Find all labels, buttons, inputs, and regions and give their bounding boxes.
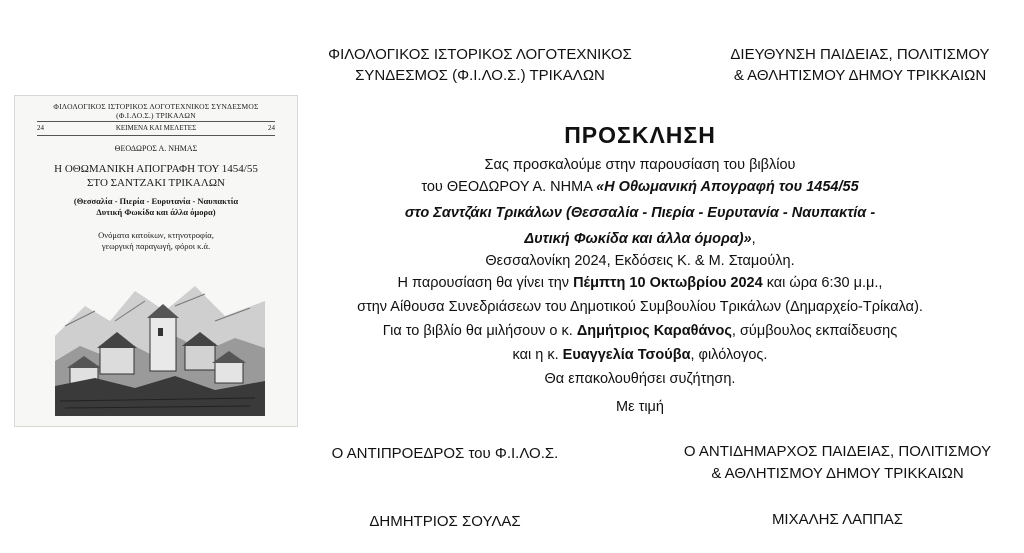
cover-series-name: ΚΕΙΜΕΝΑ ΚΑΙ ΜΕΛΕΤΕΣ bbox=[115, 124, 197, 132]
cover-publisher bbox=[15, 102, 297, 120]
speaker-name: Δημήτριος Καραθάνος bbox=[576, 323, 732, 339]
cover-illustration bbox=[55, 266, 265, 416]
body-text: Η παρουσίαση θα γίνει την bbox=[397, 275, 574, 291]
body-line: Θεσσαλονίκη 2024, Εκδόσεις Κ. & Μ. Σταμούλη. bbox=[485, 253, 795, 269]
organizer-header-left bbox=[305, 44, 655, 86]
body-text: Για το βιβλίο θα μιλήσουν ο κ. bbox=[382, 323, 577, 339]
organizer-header-right bbox=[700, 44, 1020, 86]
cover-subtitle-line: Δυτική Φωκίδα και άλλα όμορα) bbox=[96, 207, 216, 217]
signatory-name-left: ΔΗΜΗΤΡΙΟΣ ΣΟΥΛΑΣ bbox=[369, 513, 521, 530]
body-line: Θα επακολουθήσει συζήτηση. bbox=[544, 371, 736, 387]
book-title-text: «Η Οθωμανική Απογραφή του 1454/55 bbox=[596, 179, 859, 195]
header-line: & ΑΘΛΗΤΙΣΜΟΥ ΔΗΜΟΥ ΤΡΙΚΚΑΙΩΝ bbox=[733, 67, 987, 84]
body-line bbox=[300, 203, 980, 224]
cover-topics bbox=[15, 230, 297, 252]
cover-topics-line: γεωργική παραγωγή, φόροι κ.ά. bbox=[101, 241, 211, 251]
body-text: και η κ. bbox=[512, 347, 563, 363]
invitation-title: ΠΡΟΣΚΛΗΣΗ bbox=[564, 122, 716, 148]
body-line bbox=[300, 321, 980, 342]
book-title-text: Δυτική Φωκίδα και άλλα όμορα)» bbox=[524, 231, 752, 247]
cover-series-number: 24 bbox=[268, 124, 275, 132]
cover-topics-line: Ονόματα κατοίκων, κτηνοτροφία, bbox=[98, 230, 214, 240]
body-line bbox=[300, 345, 980, 366]
header-line: ΔΙΕΥΘΥΝΣΗ ΠΑΙΔΕΙΑΣ, ΠΟΛΙΤΙΣΜΟΥ bbox=[730, 46, 990, 63]
closing-text: Με τιμή bbox=[616, 399, 664, 415]
header-line: ΦΙΛΟΛΟΓΙΚΟΣ ΙΣΤΟΡΙΚΟΣ ΛΟΓΟΤΕΧΝΙΚΟΣ bbox=[328, 46, 632, 63]
cover-series bbox=[37, 124, 275, 132]
body-text: , σύμβουλος εκπαίδευσης bbox=[731, 323, 898, 339]
speaker-name: Ευαγγελία Τσούβα bbox=[562, 347, 691, 363]
body-text: του ΘΕΟΔΩΡΟΥ Α. ΝΗΜΑ bbox=[421, 179, 597, 195]
body-line bbox=[300, 273, 980, 294]
body-text: , bbox=[751, 231, 756, 247]
signatory-role-left: Ο ΑΝΤΙΠΡΟΕΔΡΟΣ του Φ.Ι.ΛΟ.Σ. bbox=[331, 445, 559, 462]
cover-subtitle bbox=[15, 196, 297, 218]
body-text: και ώρα 6:30 μ.μ., bbox=[762, 275, 883, 291]
body-line: στην Αίθουσα Συνεδριάσεων του Δημοτικού Συμβουλίου Τρικάλων (Δημαρχείο-Τρίκαλα). bbox=[357, 299, 923, 315]
header-line: ΣΥΝΔΕΣΜΟΣ (Φ.Ι.ΛΟ.Σ.) ΤΡΙΚΑΛΩΝ bbox=[355, 67, 605, 84]
cover-series-number: 24 bbox=[37, 124, 44, 132]
event-date: Πέμπτη 10 Οκτωβρίου 2024 bbox=[573, 275, 763, 291]
body-line: Σας προσκαλούμε στην παρουσίαση του βιβλίου bbox=[484, 157, 796, 173]
signatory-role-line: Ο ΑΝΤΙΔΗΜΑΡΧΟΣ ΠΑΙΔΕΙΑΣ, ΠΟΛΙΤΙΣΜΟΥ bbox=[683, 443, 992, 460]
body-line bbox=[300, 229, 980, 250]
body-text: , φιλόλογος. bbox=[690, 347, 768, 363]
signatory-role-line: & ΑΘΛΗΤΙΣΜΟΥ ΔΗΜΟΥ ΤΡΙΚΚΑΙΩΝ bbox=[711, 465, 964, 482]
body-line bbox=[300, 177, 980, 198]
cover-publisher-line: ΦΙΛΟΛΟΓΙΚΟΣ ΙΣΤΟΡΙΚΟΣ ΛΟΓΟΤΕΧΝΙΚΟΣ ΣΥΝΔΕΣΜΟΣ bbox=[53, 102, 259, 111]
book-title-text: στο Σαντζάκι Τρικάλων (Θεσσαλία - Πιερία - Ευρυτανία - Ναυπακτία - bbox=[404, 205, 876, 221]
cover-publisher-line: (Φ.Ι.ΛΟ.Σ.) ΤΡΙΚΑΛΩΝ bbox=[116, 111, 196, 120]
cover-author: ΘΕΟΔΩΡΟΣ Α. ΝΗΜΑΣ bbox=[114, 144, 198, 153]
cover-subtitle-line: (Θεσσαλία - Πιερία - Ευρυτανία - Ναυπακτία bbox=[73, 196, 239, 206]
signatory-name-right: ΜΙΧΑΛΗΣ ΛΑΠΠΑΣ bbox=[771, 511, 904, 528]
cover-title-line: Η ΟΘΩΜΑΝΙΚΗ ΑΠΟΓΡΑΦΗ ΤΟΥ 1454/55 bbox=[54, 163, 258, 175]
cover-rule bbox=[37, 121, 275, 122]
cover-title bbox=[15, 162, 297, 190]
cover-rule bbox=[37, 135, 275, 136]
cover-title-line: ΣΤΟ ΣΑΝΤΖΑΚΙ ΤΡΙΚΑΛΩΝ bbox=[87, 177, 225, 189]
signatory-role-right bbox=[655, 441, 1020, 485]
book-cover bbox=[14, 95, 298, 427]
